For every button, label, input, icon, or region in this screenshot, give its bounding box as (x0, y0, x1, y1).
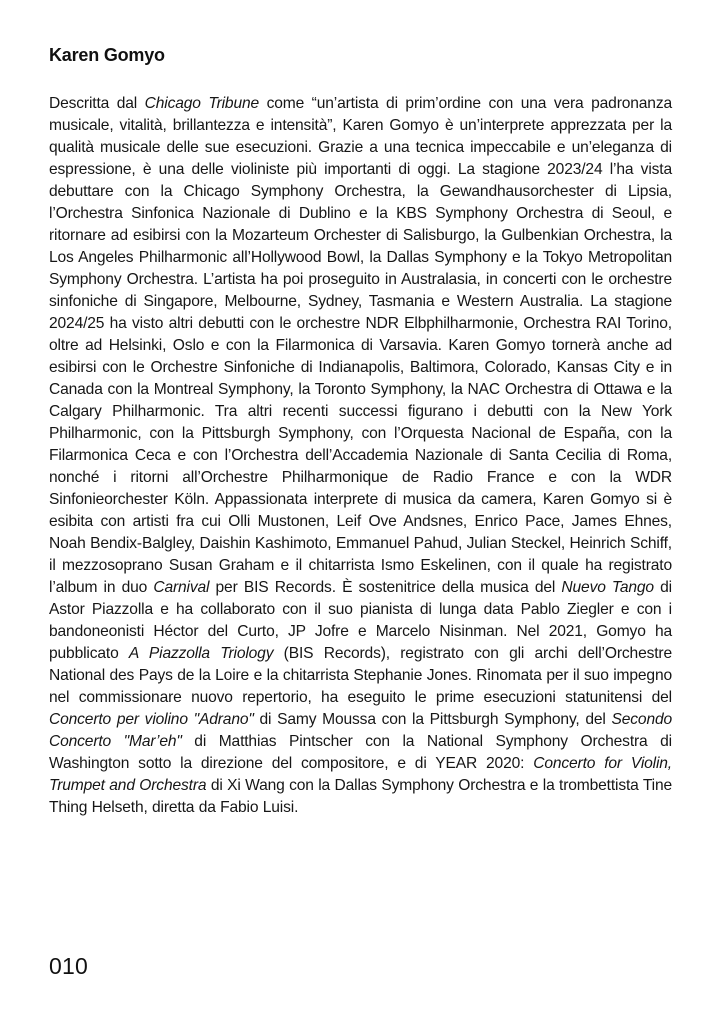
page-title: Karen Gomyo (49, 45, 165, 65)
biography-paragraph: Descritta dal Chicago Tribune come “un’artista di prim’ordine con una vera padronanza musicale, vitalità, brillantezza e intensità”, Karen Gomyo è un’interprete apprezzata per la qualità musicale delle sue esecuzioni. Grazie a una tecnica impeccabile e un’eleganza di espressione, è una delle violiniste più importanti di oggi. La stagione 2023/24 l’ha vista debuttare con la Chicago Symphony Orchestra, la Gewandhausorchester di Lipsia, l’Orchestra Sinfonica Nazionale di Dublino e la KBS Symphony Orchestra di Seoul, e ritornare ad esibirsi con la Mozarteum Orchester di Salisburgo, la Gulbenkian Orchestra, la Los Angeles Philharmonic all’Hollywood Bowl, la Dallas Symphony e la Tokyo Metropolitan Symphony Orchestra. L’artista ha poi proseguito in Australasia, in concerti con le orchestre sinfoniche di Singapore, Melbourne, Sydney, Tasmania e Western Australia. La stagione 2024/25 ha visto altri debutti con le orchestre NDR Elbphilharmonie, Orchestra RAI Torino, oltre ad Helsinki, Oslo e con la Filarmonica di Varsavia. Karen Gomyo tornerà anche ad esibirsi con le Orchestre Sinfoniche di Indianapolis, Baltimora, Colorado, Kansas City e in Canada con la Montreal Symphony, la Toronto Symphony, la NAC Orchestra di Ottawa e la Calgary Philharmonic. Tra altri recenti successi figurano i debutti con la New York Philharmonic, con la Pittsburgh Symphony, con l’Orquesta Nacional de España, con la Filarmonica Ceca e con l’Orchestra dell’Accademia Nazionale di Santa Cecilia di Roma, nonché i ritorni all’Orchestre Philharmonique de Radio France e con la WDR Sinfonieorchester Köln. Appassionata interprete di musica da camera, Karen Gomyo si è esibita con artisti fra cui Olli Mustonen, Leif Ove Andsnes, Enrico Pace, James Ehnes, Noah Bendix-Balgley, Daishin Kashimoto, Emmanuel Pahud, Julian Steckel, Heinrich Schiff, il mezzosoprano Susan Graham e il chitarrista Ismo Eskelinen, con il quale ha registrato l’album in duo Carnival per BIS Records. È sostenitrice della musica del Nuevo Tango di Astor Piazzolla e ha collaborato con il suo pianista di lunga data Pablo Ziegler e con i bandoneonisti Héctor del Curto, JP Jofre e Marcelo Nisinman. Nel 2021, Gomyo ha pubblicato A Piazzolla Triology (BIS Records), registrato con gli archi dell’Orchestre National des Pays de la Loire e la chitarrista Stephanie Jones. Rinomata per il suo impegno nel commissionare nuovo repertorio, ha eseguito le prime esecuzioni statunitensi del Concerto per violino "Adrano" di Samy Moussa con la Pittsburgh Symphony, del Secondo Concerto "Mar’eh" di Matthias Pintscher con la National Symphony Orchestra di Washington sotto la direzione del compositore, e di YEAR 2020: Concerto for Violin, Trumpet and Orchestra di Xi Wang con la Dallas Symphony Orchestra e la trombettista Tine Thing Helseth, diretta da Fabio Luisi. (49, 95, 673, 816)
page-number: 010 (49, 953, 88, 979)
page-content (49, 45, 672, 819)
